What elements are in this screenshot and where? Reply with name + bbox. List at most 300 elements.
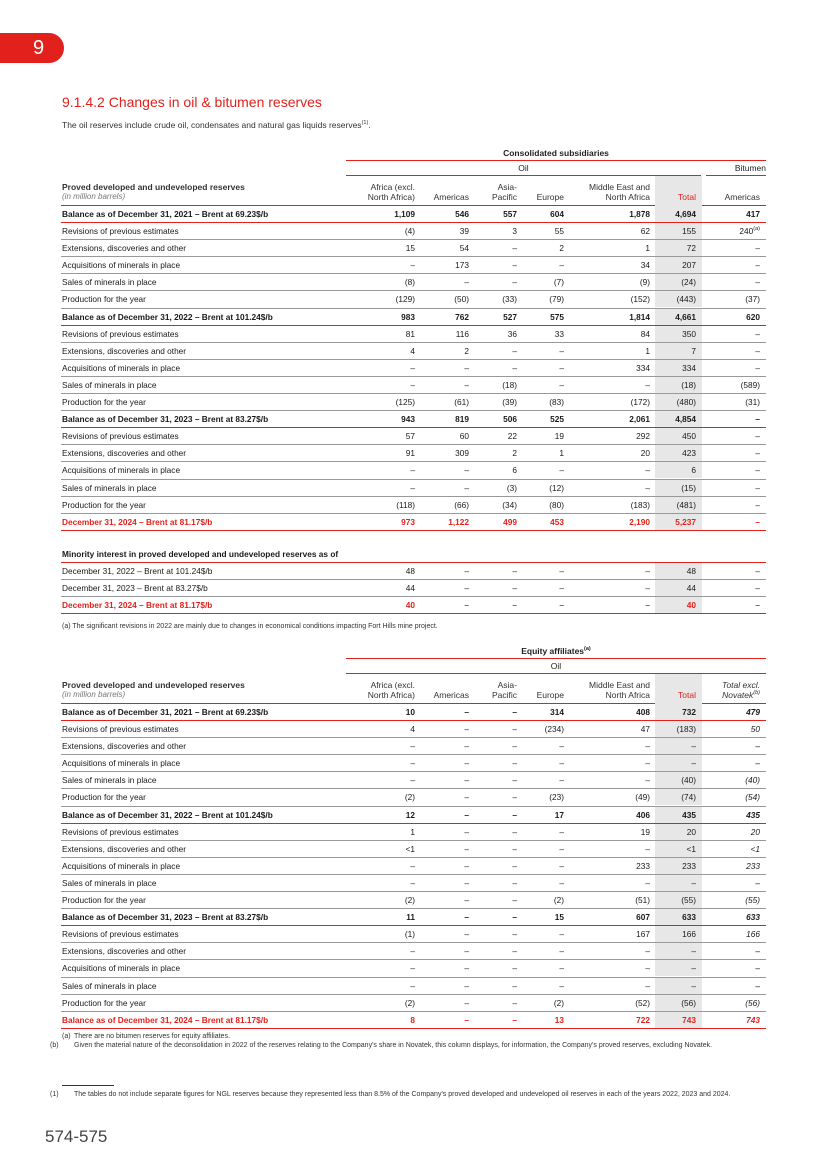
cell-value: 13 [554, 1014, 564, 1025]
cell-value: (2) [404, 792, 415, 803]
cell-value: 39 [459, 226, 469, 237]
cell-value: – [559, 741, 564, 752]
cell-value: – [559, 465, 564, 476]
table-row [61, 223, 766, 240]
cell-value: <1 [405, 843, 415, 854]
table2-note-a: (a) There are no bitumen reserves for equity affiliates. [62, 1033, 230, 1040]
cell-value: – [645, 465, 650, 476]
cell-value: – [512, 809, 517, 820]
cell-value: 4 [410, 345, 415, 356]
cell-value: 423 [682, 448, 696, 459]
cell-value: (183) [630, 499, 650, 510]
column-header: Americas [433, 690, 469, 700]
cell-value: – [410, 980, 415, 991]
table-row [61, 462, 766, 479]
cell-value: 7 [691, 345, 696, 356]
cell-value: – [464, 929, 469, 940]
cell-value: (12) [549, 482, 564, 493]
table-row [61, 497, 766, 514]
cell-value: 1 [645, 345, 650, 356]
table-row [61, 240, 766, 257]
cell-value: – [464, 582, 469, 593]
table-row [61, 995, 766, 1012]
cell-value: – [755, 516, 760, 527]
table-row [61, 704, 766, 721]
row-label: Production for the year [62, 895, 146, 906]
cell-value: (49) [635, 792, 650, 803]
cell-value: (56) [681, 997, 696, 1008]
cell-value: – [464, 792, 469, 803]
cell-value: 604 [550, 209, 564, 219]
cell-value: – [645, 741, 650, 752]
cell-value: 62 [640, 226, 650, 237]
cell-value: (183) [676, 724, 696, 735]
cell-value: 155 [682, 226, 696, 237]
cell-value: (33) [502, 294, 517, 305]
cell-value: (7) [553, 277, 564, 288]
cell-value: – [559, 345, 564, 356]
cell-value: – [559, 843, 564, 854]
cell-value: – [410, 758, 415, 769]
cell-value: – [512, 912, 517, 923]
table-row [61, 360, 766, 377]
cell-value: – [559, 860, 564, 871]
minority-interest-title: Minority interest in proved developed and undeveloped reserves as of [61, 546, 766, 563]
cell-value: – [645, 565, 650, 576]
band-label: Consolidated subsidiaries [503, 148, 609, 158]
cell-value: – [410, 860, 415, 871]
cell-value: 167 [636, 929, 650, 940]
row-label: Revisions of previous estimates [62, 724, 179, 735]
cell-value: – [645, 843, 650, 854]
row-label: Balance as of December 31, 2023 – Brent at 83.27$/b [62, 912, 269, 923]
cell-value: – [755, 328, 760, 339]
cell-value: – [512, 929, 517, 940]
row-label: Extensions, discoveries and other [62, 843, 187, 854]
cell-value: 983 [401, 311, 415, 322]
row-label: Production for the year [62, 294, 146, 305]
cell-value: 334 [682, 362, 696, 373]
cell-value: (24) [681, 277, 696, 288]
cell-value: – [512, 741, 517, 752]
cell-value: (66) [454, 499, 469, 510]
cell-value: 22 [507, 431, 517, 442]
cell-value: 309 [455, 448, 469, 459]
cell-value: (9) [639, 277, 650, 288]
cell-value: 1,109 [394, 209, 415, 219]
cell-value: (1) [404, 929, 415, 940]
cell-value: 525 [550, 414, 564, 425]
cell-value: – [512, 277, 517, 288]
cell-value: – [512, 345, 517, 356]
row-label-header: Proved developed and undeveloped reserves (in million barrels) [62, 182, 245, 201]
spacer [61, 531, 766, 546]
cell-value: (443) [676, 294, 696, 305]
cell-value: (2) [553, 997, 564, 1008]
cell-value: – [464, 362, 469, 373]
table-row [61, 428, 766, 445]
table-row [61, 926, 766, 943]
cell-value: – [559, 379, 564, 390]
cell-value: 743 [682, 1014, 696, 1025]
cell-value: – [464, 946, 469, 957]
cell-value: – [559, 775, 564, 786]
cell-value: 48 [686, 565, 696, 576]
cell-value: 17 [554, 809, 564, 820]
cell-value: (61) [454, 397, 469, 408]
table-row [61, 309, 766, 326]
bitumen-label: Bitumen [734, 163, 766, 173]
cell-value: 166 [746, 929, 760, 940]
cell-value: 4 [410, 724, 415, 735]
consolidated-reserves-table [61, 145, 766, 614]
cell-value: – [464, 997, 469, 1008]
cell-value: (51) [635, 895, 650, 906]
cell-value: – [559, 362, 564, 373]
cell-value: (34) [502, 499, 517, 510]
cell-value: 50 [750, 724, 760, 735]
cell-value: – [464, 565, 469, 576]
cell-value: (8) [404, 277, 415, 288]
row-label: Sales of minerals in place [62, 877, 157, 888]
column-header: Americas [724, 192, 760, 202]
row-label: Balance as of December 31, 2024 – Brent at 81.17$/b [62, 1014, 269, 1025]
table-row [61, 257, 766, 274]
column-header: Africa (excl. North Africa) [367, 680, 415, 700]
table-row [61, 1012, 766, 1029]
cell-value: 116 [455, 328, 469, 339]
table-band-header [61, 145, 766, 160]
cell-value: – [645, 946, 650, 957]
table-row [61, 291, 766, 308]
table-row [61, 841, 766, 858]
cell-value: 4,661 [675, 311, 696, 322]
cell-value: <1 [750, 843, 760, 854]
cell-value: 1 [559, 448, 564, 459]
cell-value: – [512, 1014, 517, 1025]
cell-value: – [755, 741, 760, 752]
row-label: Sales of minerals in place [62, 482, 157, 493]
row-label: Acquisitions of minerals in place [62, 963, 181, 974]
table-row [61, 772, 766, 789]
cell-value: (15) [681, 482, 696, 493]
cell-value: 435 [746, 809, 760, 820]
cell-value: – [755, 431, 760, 442]
cell-value: 48 [405, 565, 415, 576]
cell-value: (118) [396, 499, 415, 510]
cell-value: 44 [686, 582, 696, 593]
column-header: Asia- Pacific [491, 680, 517, 700]
cell-value: – [410, 741, 415, 752]
cell-value: – [691, 980, 696, 991]
cell-value: – [645, 599, 650, 610]
cell-value: – [512, 758, 517, 769]
row-label: Revisions of previous estimates [62, 431, 179, 442]
row-label: Extensions, discoveries and other [62, 741, 187, 752]
row-label: Production for the year [62, 499, 146, 510]
cell-value: (79) [549, 294, 564, 305]
row-label: Balance as of December 31, 2021 – Brent at 69.23$/b [62, 707, 269, 717]
table-row [61, 597, 766, 614]
row-label: December 31, 2024 – Brent at 81.17$/b [62, 516, 213, 527]
column-header: Total excl. Novatek$^{(b)}$ [722, 680, 760, 700]
row-label: Acquisitions of minerals in place [62, 362, 181, 373]
row-label: Extensions, discoveries and other [62, 946, 187, 957]
cell-value: – [691, 946, 696, 957]
row-label: Production for the year [62, 397, 146, 408]
row-label: Sales of minerals in place [62, 379, 157, 390]
cell-value: – [464, 1014, 469, 1025]
cell-value: 233 [636, 860, 650, 871]
cell-value: – [645, 582, 650, 593]
cell-value: 36 [507, 328, 517, 339]
cell-value: 54 [459, 243, 469, 254]
table-row [61, 892, 766, 909]
table-row [61, 514, 766, 531]
cell-value: (50) [454, 294, 469, 305]
cell-value: 1,122 [448, 516, 469, 527]
table-row [61, 377, 766, 394]
cell-value: – [559, 946, 564, 957]
row-label: Extensions, discoveries and other [62, 448, 187, 459]
cell-value: 6 [512, 465, 517, 476]
cell-value: – [691, 877, 696, 888]
cell-value: 15 [405, 243, 415, 254]
cell-value: – [464, 758, 469, 769]
cell-value: – [464, 482, 469, 493]
cell-value: – [512, 243, 517, 254]
cell-value: (589) [740, 379, 760, 390]
cell-value: 240$^{(a)}$ [739, 226, 760, 237]
cell-value: (39) [502, 397, 517, 408]
cell-value: – [464, 465, 469, 476]
column-header: Middle East and North Africa [589, 182, 650, 202]
table-row [61, 721, 766, 738]
cell-value: (18) [681, 379, 696, 390]
cell-value: 5,237 [675, 516, 696, 527]
column-header: Europe [536, 192, 564, 202]
cell-value: 40 [405, 599, 415, 610]
column-header: Americas [433, 192, 469, 202]
cell-value: 19 [554, 431, 564, 442]
cell-value: (18) [502, 379, 517, 390]
column-header: Africa (excl. North Africa) [367, 182, 415, 202]
table-row [61, 858, 766, 875]
row-label: Acquisitions of minerals in place [62, 465, 181, 476]
cell-value: – [559, 582, 564, 593]
cell-value: – [559, 929, 564, 940]
cell-value: – [559, 758, 564, 769]
cell-value: – [512, 826, 517, 837]
row-label: Acquisitions of minerals in place [62, 260, 181, 271]
cell-value: (2) [553, 895, 564, 906]
cell-value: – [755, 565, 760, 576]
cell-value: 173 [455, 260, 469, 271]
row-label: Balance as of December 31, 2023 – Brent at 83.27$/b [62, 414, 269, 425]
cell-value: 233 [682, 860, 696, 871]
cell-value: – [410, 362, 415, 373]
cell-value: (37) [745, 294, 760, 305]
cell-value: – [755, 963, 760, 974]
cell-value: – [559, 599, 564, 610]
cell-value: (55) [681, 895, 696, 906]
oil-label: Oil [518, 163, 529, 173]
row-label: Sales of minerals in place [62, 775, 157, 786]
column-header: Asia- Pacific [491, 182, 517, 202]
cell-value: – [559, 877, 564, 888]
cell-value: – [410, 465, 415, 476]
cell-value: 207 [682, 260, 696, 271]
table-row [61, 343, 766, 360]
cell-value: (129) [395, 294, 415, 305]
row-label: Balance as of December 31, 2022 – Brent at 101.24$/b [62, 809, 273, 820]
cell-value: 435 [682, 809, 696, 820]
row-label: Acquisitions of minerals in place [62, 860, 181, 871]
cell-value: – [645, 980, 650, 991]
cell-value: 408 [636, 707, 650, 717]
cell-value: – [559, 260, 564, 271]
cell-value: (3) [506, 482, 517, 493]
cell-value: 292 [636, 431, 650, 442]
footnote-divider [62, 1085, 114, 1086]
cell-value: – [645, 775, 650, 786]
row-label: Revisions of previous estimates [62, 929, 179, 940]
cell-value: – [691, 963, 696, 974]
cell-value: 479 [746, 707, 760, 717]
row-label: December 31, 2023 – Brent at 83.27$/b [62, 582, 208, 593]
cell-value: (52) [635, 997, 650, 1008]
cell-value: 15 [554, 912, 564, 923]
cell-value: 334 [636, 362, 650, 373]
cell-value: (56) [745, 997, 760, 1008]
table-row [61, 480, 766, 497]
cell-value: 12 [405, 809, 415, 820]
cell-value: (31) [745, 397, 760, 408]
cell-value: 973 [401, 516, 415, 527]
row-label: Production for the year [62, 997, 146, 1008]
table-row [61, 445, 766, 462]
cell-value: 1,878 [629, 209, 650, 219]
cell-value: – [410, 946, 415, 957]
cell-value: – [645, 877, 650, 888]
page-number: 574-575 [45, 1127, 108, 1146]
cell-value: – [755, 482, 760, 493]
cell-value: (4) [404, 226, 415, 237]
cell-value: 350 [682, 328, 696, 339]
cell-value: 450 [682, 431, 696, 442]
cell-value: – [464, 379, 469, 390]
cell-value: 2 [559, 243, 564, 254]
table-row [61, 580, 766, 597]
row-label: Revisions of previous estimates [62, 226, 179, 237]
cell-value: – [755, 345, 760, 356]
intro-text: The oil reserves include crude oil, condensates and natural gas liquids reserves$^{(1)}$. [62, 120, 371, 130]
cell-value: 2,190 [629, 516, 650, 527]
section-title: 9.1.4.2 Changes in oil & bitumen reserves [62, 94, 322, 110]
cell-value: 20 [686, 826, 696, 837]
cell-value: – [755, 599, 760, 610]
cell-value: 20 [640, 448, 650, 459]
cell-value: 44 [405, 582, 415, 593]
table-row [61, 789, 766, 806]
cell-value: – [512, 260, 517, 271]
cell-value: 2 [464, 345, 469, 356]
cell-value: (2) [404, 895, 415, 906]
row-label: Extensions, discoveries and other [62, 345, 187, 356]
cell-value: 1 [645, 243, 650, 254]
cell-value: (23) [549, 792, 564, 803]
table-band-header [61, 643, 766, 658]
cell-value: 633 [746, 912, 760, 923]
cell-value: 166 [682, 929, 696, 940]
cell-value: 6 [691, 465, 696, 476]
table-row [61, 807, 766, 824]
row-label: December 31, 2022 – Brent at 101.24$/b [62, 565, 213, 576]
cell-value: – [559, 963, 564, 974]
cell-value: – [464, 860, 469, 871]
cell-value: – [755, 465, 760, 476]
column-header: Middle East and North Africa [589, 680, 650, 700]
cell-value: – [512, 792, 517, 803]
cell-value: – [691, 758, 696, 769]
cell-value: – [464, 877, 469, 888]
cell-value: 557 [503, 209, 517, 219]
cell-value: – [464, 277, 469, 288]
cell-value: – [512, 895, 517, 906]
cell-value: 2 [512, 448, 517, 459]
row-label: Revisions of previous estimates [62, 328, 179, 339]
table-row [61, 206, 766, 223]
cell-value: 47 [640, 724, 650, 735]
cell-value: (480) [676, 397, 696, 408]
cell-value: 499 [503, 516, 517, 527]
table-row [61, 960, 766, 977]
cell-value: (80) [549, 499, 564, 510]
cell-value: – [755, 414, 760, 425]
cell-value: – [755, 980, 760, 991]
cell-value: 33 [554, 328, 564, 339]
row-label: Balance as of December 31, 2021 – Brent at 69.23$/b [62, 209, 269, 219]
cell-value: 3 [512, 226, 517, 237]
cell-value: – [410, 482, 415, 493]
table-row [61, 824, 766, 841]
cell-value: – [512, 599, 517, 610]
cell-value: (125) [395, 397, 415, 408]
cell-value: 722 [636, 1014, 650, 1025]
cell-value: – [410, 775, 415, 786]
table1-note: (a) The significant revisions in 2022 are mainly due to changes in economical conditions impacting Fort Hills mine project. [62, 623, 438, 630]
cell-value: 55 [554, 226, 564, 237]
cell-value: – [512, 362, 517, 373]
cell-value: – [512, 724, 517, 735]
cell-value: 743 [746, 1014, 760, 1025]
cell-value: (74) [681, 792, 696, 803]
cell-value: – [559, 565, 564, 576]
cell-value: 527 [503, 311, 517, 322]
cell-value: 91 [405, 448, 415, 459]
table-row [61, 909, 766, 926]
cell-value: – [755, 448, 760, 459]
cell-value: 233 [746, 860, 760, 871]
equity-affiliates-table [61, 643, 766, 1029]
table-row [61, 326, 766, 343]
cell-value: 453 [550, 516, 564, 527]
cell-value: 4,854 [675, 414, 696, 425]
cell-value: (2) [404, 997, 415, 1008]
cell-value: 732 [682, 707, 696, 717]
cell-value: (481) [676, 499, 696, 510]
table-row [61, 755, 766, 772]
